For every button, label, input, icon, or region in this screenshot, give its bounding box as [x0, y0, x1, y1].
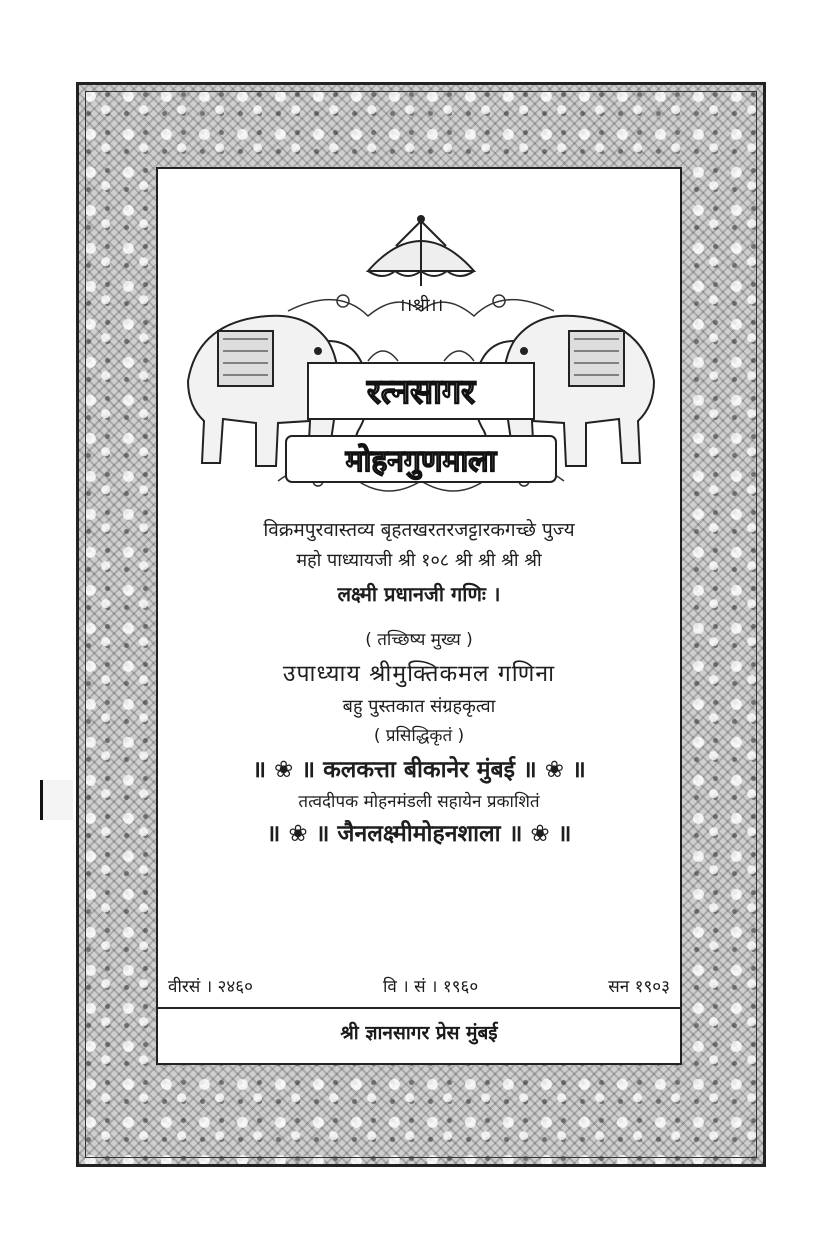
line-compiler: उपाध्याय श्रीमुक्तिकमल गणिना: [282, 661, 556, 687]
line-compilation: बहु पुस्तकात संग्रहकृत्वा: [342, 696, 496, 717]
emblem-top-text: ।।श्री।।: [398, 295, 444, 316]
year-vikram: वि । सं । १९६०: [383, 977, 479, 997]
line-disciple: ( तच्छिष्य मुख्य ): [365, 630, 473, 650]
line-origin: विक्रमपुरवास्तव्य बृहतखरतरजट्टारकगच्छे पुज्य: [263, 519, 575, 541]
divider: [158, 1007, 680, 1009]
year-veer: वीरसं । २४६०: [168, 977, 253, 997]
line-title-honorific: महो पाध्यायजी श्री १०८ श्री श्री श्री श्री: [296, 550, 542, 571]
year-san: सन १९०३: [608, 977, 670, 997]
emblem: [168, 191, 674, 531]
press-name: श्री ज्ञानसागर प्रेस मुंबई: [340, 1022, 498, 1044]
emblem-main-title: रत्नसागर: [366, 372, 476, 412]
line-publisher-society: तत्वदीपक मोहनमंडली सहायेन प्रकाशितं: [298, 792, 540, 812]
umbrella-icon: [368, 216, 474, 286]
line-cities: ॥ ❀ ॥ कलकत्ता बीकानेर मुंबई ॥ ❀ ॥: [252, 757, 586, 783]
torn-edge: [40, 780, 73, 820]
emblem-sub-title: मोहनगुणमाला: [345, 444, 497, 479]
line-publisher-name: ॥ ❀ ॥ जैनलक्ष्मीमोहनशाला ॥ ❀ ॥: [266, 821, 572, 847]
line-published: ( प्रसिद्धिकृतं ): [373, 726, 465, 746]
content-panel: [156, 167, 682, 1065]
year-row: [158, 974, 680, 997]
text-block: [158, 521, 680, 846]
line-guru-name: लक्ष्मी प्रधानजी गणिः ।: [337, 582, 501, 606]
